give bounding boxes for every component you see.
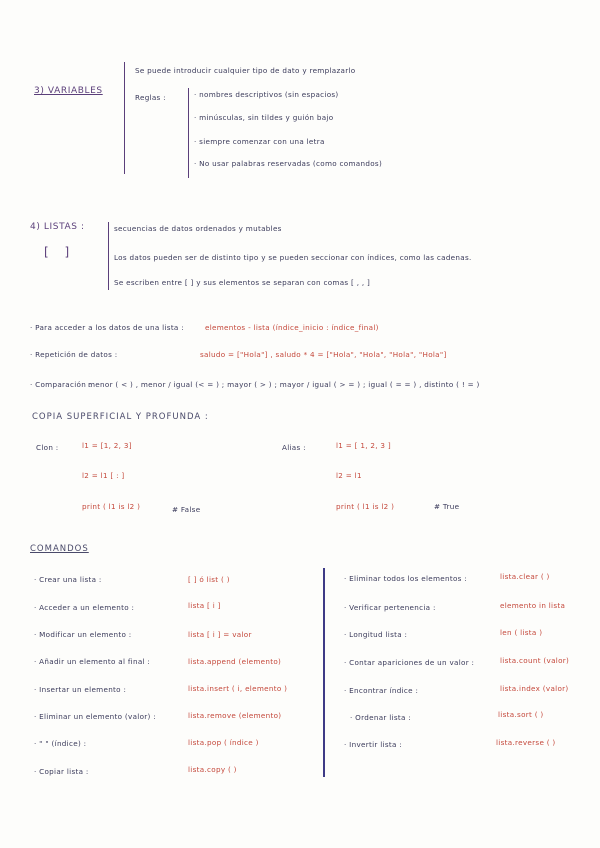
section-3-title: 3) VARIABLES [34, 86, 103, 96]
comando-label: · Modificar un elemento : [34, 630, 132, 639]
comando-value: lista.copy ( ) [188, 765, 237, 774]
comando-label: · Contar apariciones de un valor : [344, 658, 475, 667]
comando-value: lista.pop ( índice ) [188, 738, 259, 747]
listas-point: Los datos pueden ser de distinto tipo y se pueden seccionar con índices, como las cadenas. [114, 253, 472, 262]
comando-value: lista [ i ] [188, 601, 221, 610]
comando-value: lista.append (elemento) [188, 657, 282, 666]
comando-label: · Insertar un elemento : [34, 685, 127, 694]
comando-value: elemento in lista [500, 601, 566, 610]
comando-value: lista.sort ( ) [498, 710, 544, 719]
regla-item: · minúsculas, sin tildes y guión bajo [194, 113, 334, 122]
note-value: elementos - lista (índice_inicio : índice_final) [205, 323, 379, 332]
clon-line-2: l2 = l1 [ : ] [82, 471, 125, 480]
comando-label: · Acceder a un elemento : [34, 603, 135, 612]
note-value: menor ( < ) , menor / igual (< = ) ; mayor ( > ) ; mayor / igual ( > = ) ; igual ( = = ) , distinto ( ! = ) [88, 380, 480, 389]
comando-label: · " " (índice) : [34, 739, 87, 748]
comando-label: · Eliminar todos los elementos : [344, 574, 468, 583]
comando-label: · Eliminar un elemento (valor) : [34, 712, 156, 721]
comando-value: lista [ i ] = valor [188, 630, 252, 639]
alias-result: # True [434, 502, 460, 511]
note-label: · Comparación : [30, 380, 92, 389]
note-label: · Para acceder a los datos de una lista : [30, 323, 184, 332]
comando-label: · Copiar lista : [34, 767, 89, 776]
clon-print: print ( l1 is l2 ) [82, 502, 141, 511]
section-4-title: 4) LISTAS : [30, 222, 85, 232]
comando-label: · Crear una lista : [34, 575, 102, 584]
comando-value: len ( lista ) [500, 628, 543, 637]
alias-line-1: l1 = [ 1, 2, 3 ] [336, 441, 391, 450]
comando-label: · Verificar pertenencia : [344, 603, 436, 612]
comandos-title: COMANDOS [30, 544, 89, 554]
comando-value: [ ] ó list ( ) [188, 575, 230, 584]
regla-item: · No usar palabras reservadas (como comandos) [194, 159, 383, 168]
brace-reglas [188, 88, 189, 178]
comando-label: · Ordenar lista : [350, 713, 412, 722]
note-value: saludo = ["Hola"] , saludo * 4 = ["Hola", "Hola", "Hola", "Hola"] [200, 350, 447, 359]
alias-print: print ( l1 is l2 ) [336, 502, 395, 511]
clon-result: # False [172, 505, 201, 514]
reglas-label: Reglas : [135, 93, 166, 102]
comando-label: · Longitud lista : [344, 630, 408, 639]
list-bracket-symbol: [ ] [44, 245, 76, 259]
brace-listas [108, 222, 109, 290]
comando-value: lista.insert ( i, elemento ) [188, 684, 288, 693]
column-divider [323, 568, 325, 777]
comando-label: · Invertir lista : [344, 740, 402, 749]
alias-label: Alias : [282, 443, 306, 452]
regla-item: · siempre comenzar con una letra [194, 137, 325, 146]
regla-item: · nombres descriptivos (sin espacios) [194, 90, 339, 99]
note-label: · Repetición de datos : [30, 350, 118, 359]
comando-value: lista.clear ( ) [500, 572, 550, 581]
clon-label: Clon : [36, 443, 59, 452]
brace-variables [124, 62, 125, 174]
comando-value: lista.reverse ( ) [496, 738, 556, 747]
listas-point: secuencias de datos ordenados y mutables [114, 224, 282, 233]
variables-intro: Se puede introducir cualquier tipo de dato y remplazarlo [135, 66, 356, 75]
comando-label: · Encontrar índice : [344, 686, 419, 695]
clon-line-1: l1 = [1, 2, 3] [82, 441, 132, 450]
comando-label: · Añadir un elemento al final : [34, 657, 151, 666]
comando-value: lista.count (valor) [500, 656, 570, 665]
alias-line-2: l2 = l1 [336, 471, 362, 480]
comando-value: lista.remove (elemento) [188, 711, 282, 720]
listas-point: Se escriben entre [ ] y sus elementos se separan con comas [ , , ] [114, 278, 371, 287]
comando-value: lista.index (valor) [500, 684, 569, 693]
copia-title: COPIA SUPERFICIAL Y PROFUNDA : [32, 412, 209, 422]
